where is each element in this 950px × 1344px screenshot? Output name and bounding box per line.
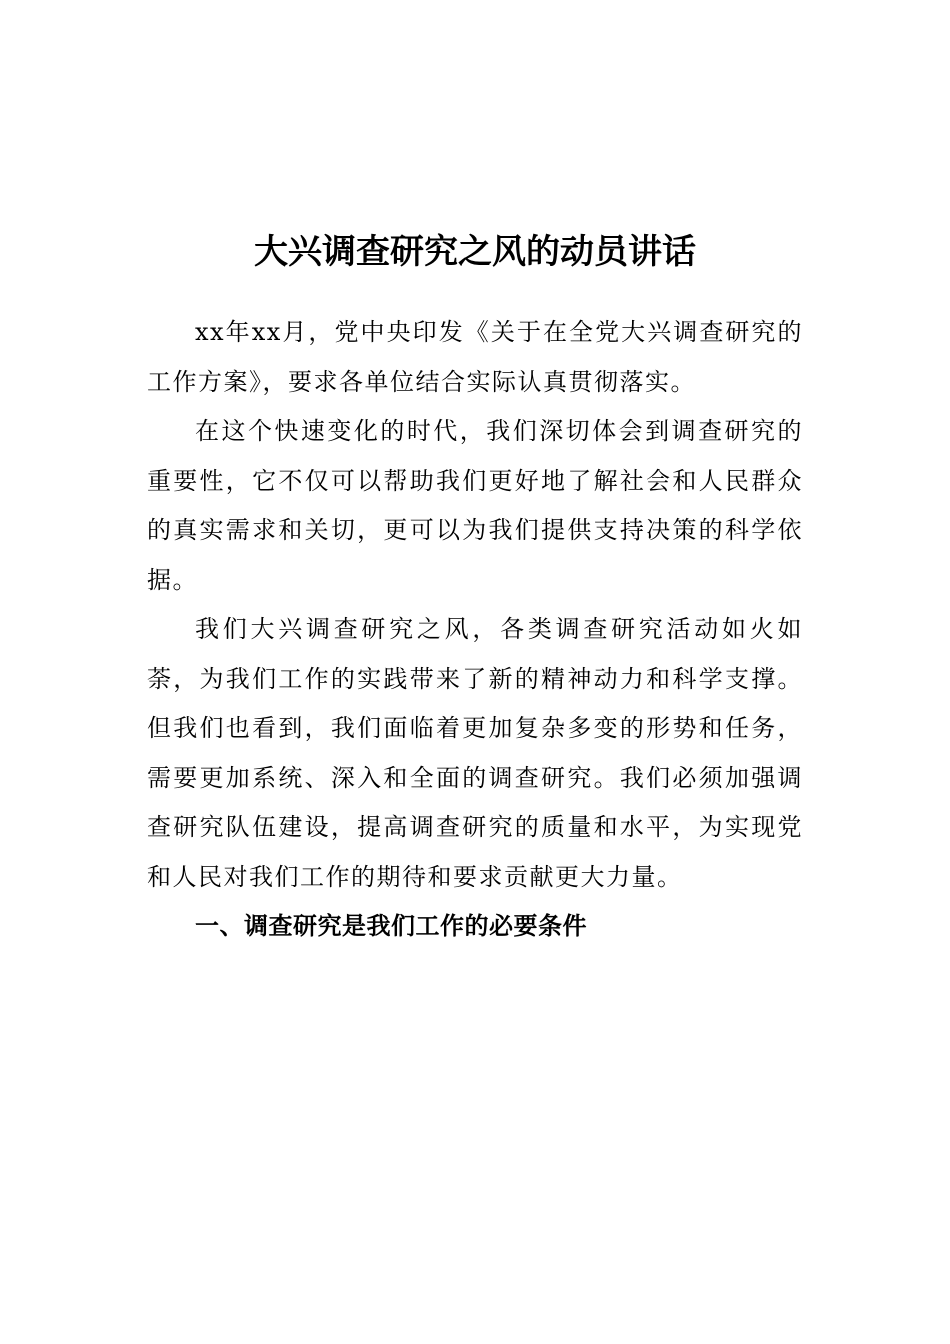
paragraph-2: 在这个快速变化的时代，我们深切体会到调查研究的重要性，它不仅可以帮助我们更好地了解社会和人民群众的真实需求和关切，更可以为我们提供支持决策的科学依据。 — [147, 417, 803, 594]
paragraph-1: xx年xx月，党中央印发《关于在全党大兴调查研究的工作方案》，要求各单位结合实际认真贯彻落实。 — [147, 318, 803, 396]
section-heading: 一、调查研究是我们工作的必要条件 — [195, 912, 587, 940]
paragraph-3: 我们大兴调查研究之风，各类调查研究活动如火如荼，为我们工作的实践带来了新的精神动力和科学支撑。但我们也看到，我们面临着更加复杂多变的形势和任务，需要更加系统、深入和全面的调查研究。我们必须加强调查研究队伍建设，提高调查研究的质量和水平，为实现党和人民对我们工作的期待和要求贡献更大力量。 — [147, 615, 803, 891]
document-body — [147, 308, 803, 952]
document-title: 大兴调查研究之风的动员讲话 — [254, 232, 696, 272]
document-page — [147, 0, 803, 1344]
